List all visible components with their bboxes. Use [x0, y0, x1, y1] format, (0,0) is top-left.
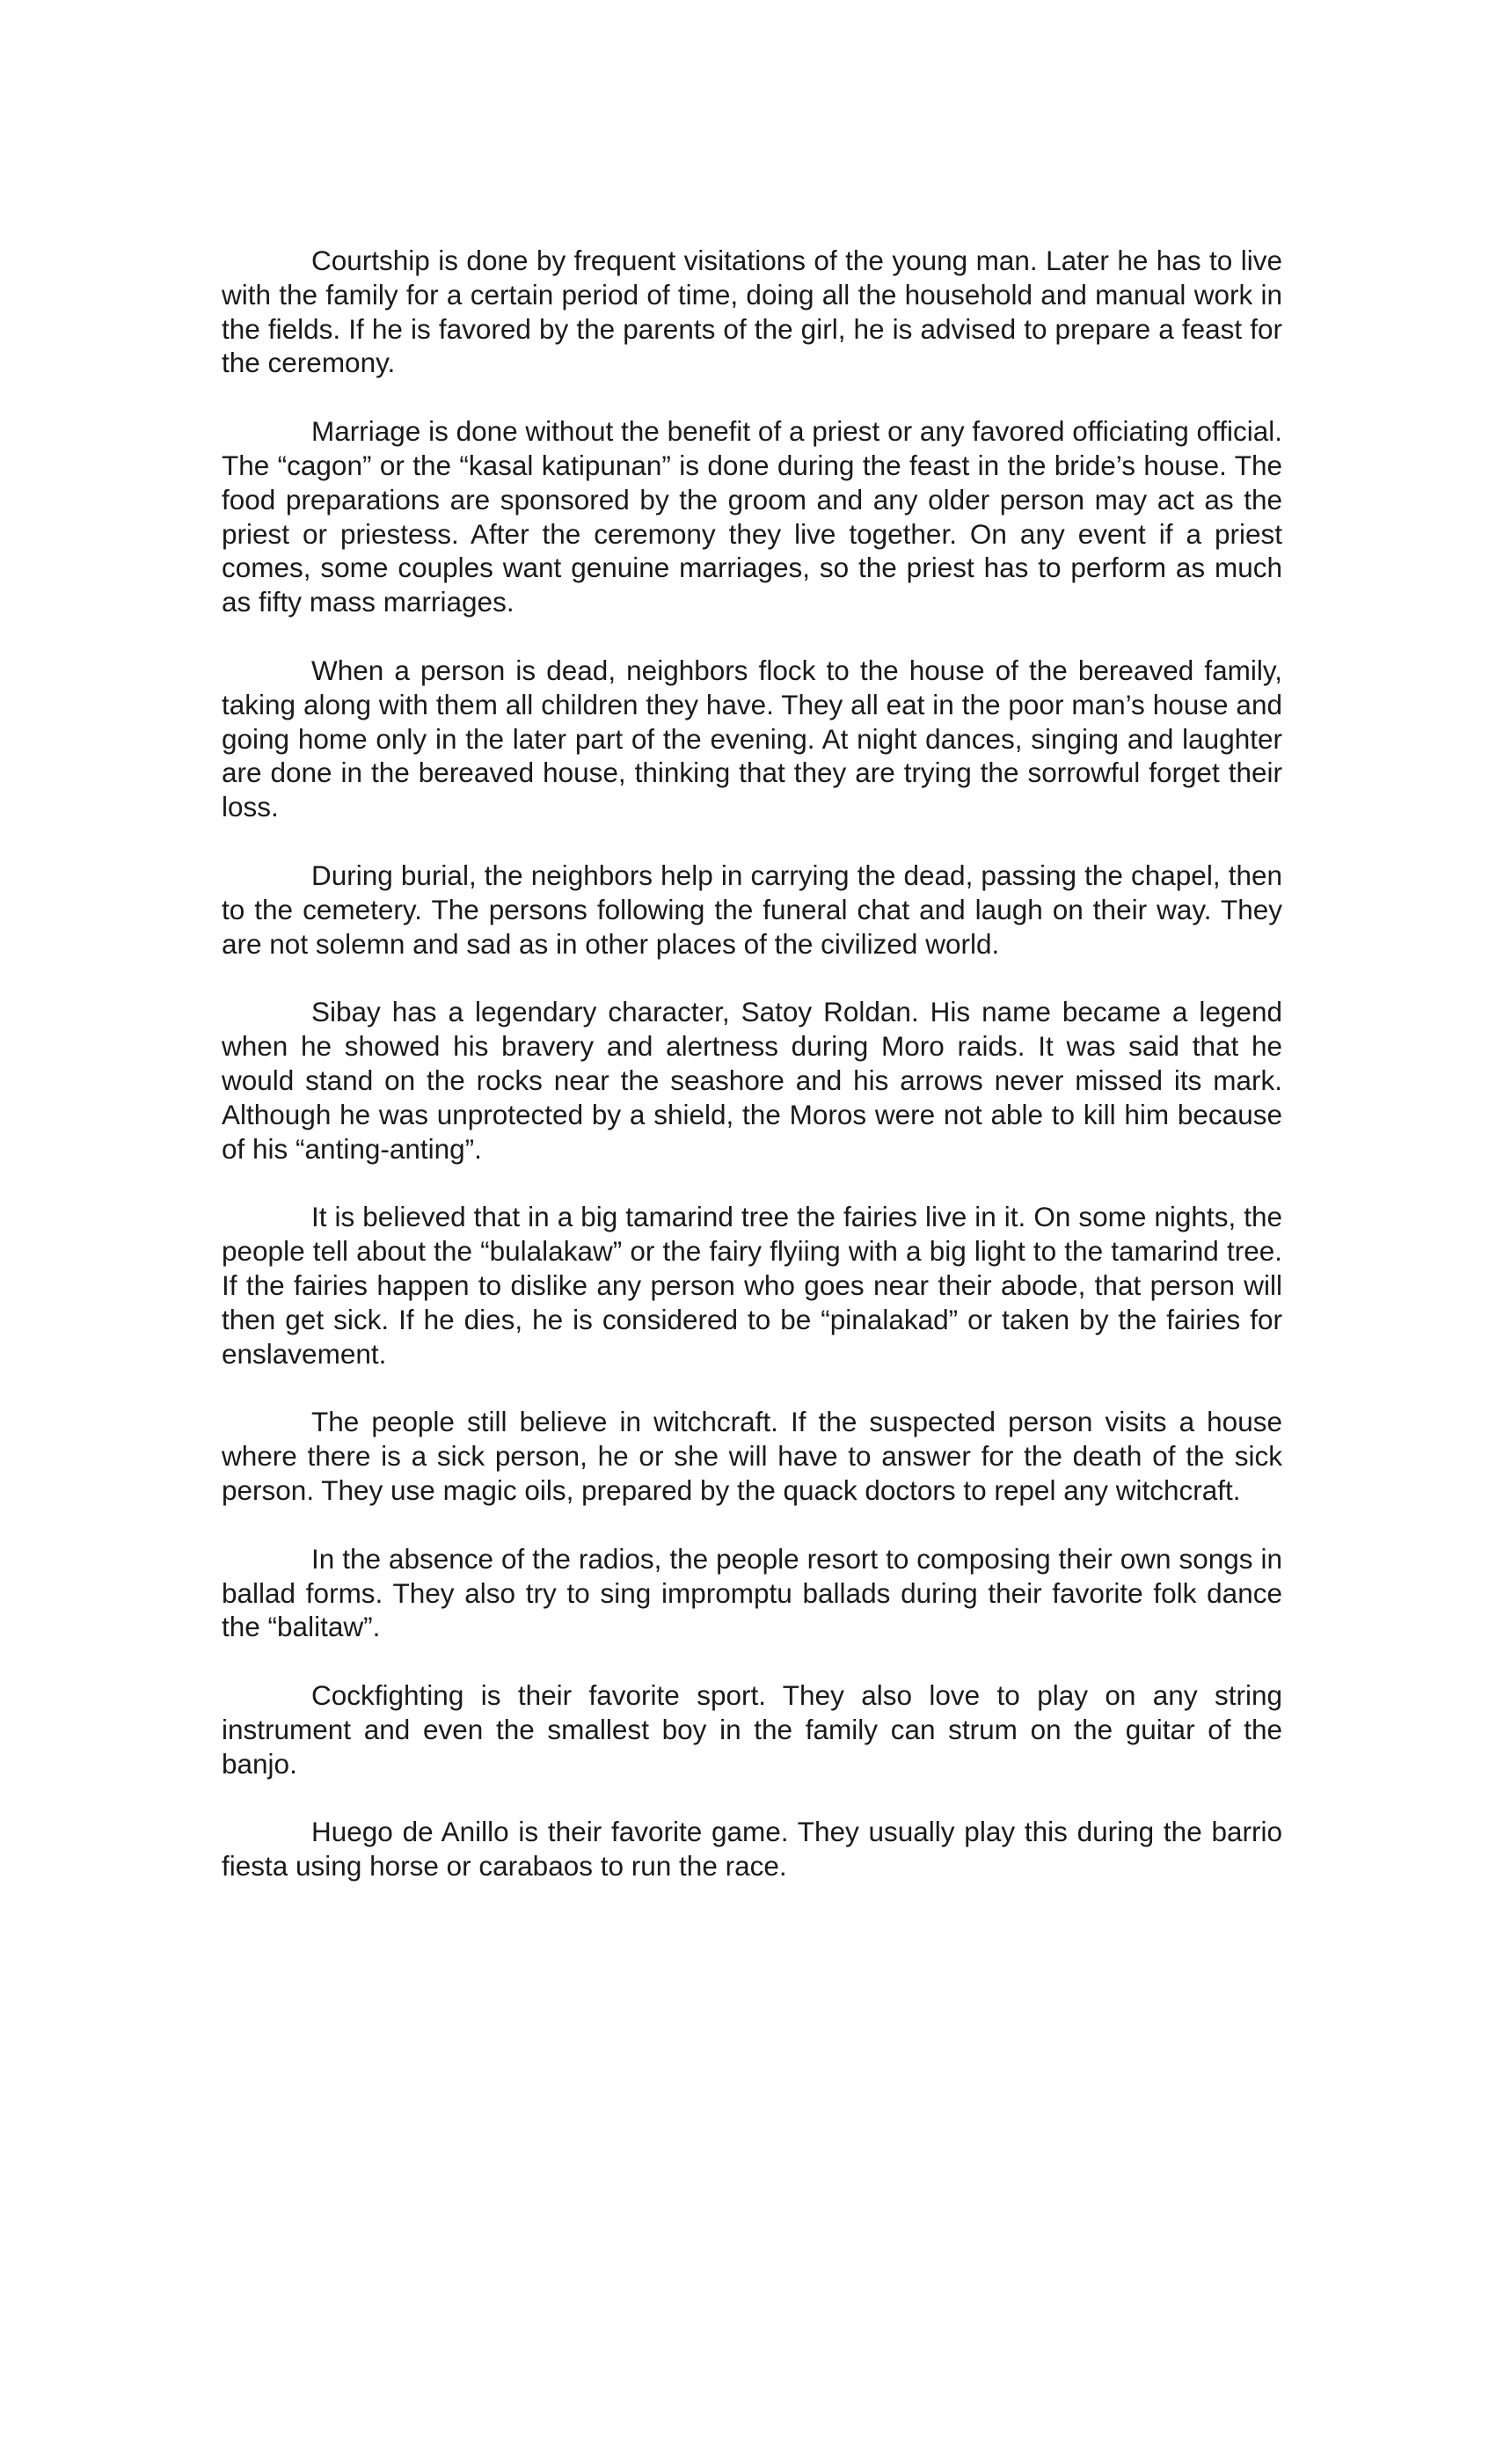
paragraph-huego-de-anillo: Huego de Anillo is their favorite game. They usually play this during the barrio fiesta using horse or carabaos to run the race.	[222, 1816, 1282, 1883]
paragraph-burial: During burial, the neighbors help in carrying the dead, passing the chapel, then to the cemetery. The persons following the funeral chat and laugh on their way. They are not solemn and sad as in other places of the civilized world.	[222, 859, 1282, 960]
paragraph-ballads: In the absence of the radios, the people resort to composing their own songs in ballad forms. They also try to sing impromptu ballads during their favorite folk dance the “balitaw”.	[222, 1542, 1282, 1643]
paragraph-courtship: Courtship is done by frequent visitations of the young man. Later he has to live with the family for a certain period of time, doing all the household and manual work in the fields. If he is favored by the parents of the girl, he is advised to prepare a feast for the ceremony.	[222, 245, 1282, 379]
paragraph-death: When a person is dead, neighbors flock to the house of the bereaved family, taking along with them all children they have. They all eat in the poor man’s house and going home only in the later part of the evening. At night dances, singing and laughter are done in the bereaved house, thinking that they are trying the sorrowful forget their loss.	[222, 654, 1282, 823]
document-page	[222, 244, 1282, 1918]
paragraph-legendary-character: Sibay has a legendary character, Satoy Roldan. His name became a legend when he showed his bravery and alertness during Moro raids. It was said that he would stand on the rocks near the seashore and his arrows never missed its mark. Although he was unprotected by a shield, the Moros were not able to kill him because of his “anting-anting”.	[222, 996, 1282, 1165]
paragraph-marriage: Marriage is done without the benefit of a priest or any favored officiating official. The “cagon” or the “kasal katipunan” is done during the feast in the bride’s house. The food preparations are sponsored by the groom and any older person may act as the priest or priestess. After the ceremony they live together. On any event if a priest comes, some couples want genuine marriages, so the priest has to perform as much as fifty mass marriages.	[222, 415, 1282, 618]
paragraph-witchcraft: The people still believe in witchcraft. If the suspected person visits a house where there is a sick person, he or she will have to answer for the death of the sick person. They use magic oils, prepared by the quack doctors to repel any witchcraft.	[222, 1406, 1282, 1506]
paragraph-cockfighting: Cockfighting is their favorite sport. They also love to play on any string instrument and even the smallest boy in the family can strum on the guitar of the banjo.	[222, 1679, 1282, 1780]
paragraph-fairies: It is believed that in a big tamarind tree the fairies live in it. On some nights, the people tell about the “bulalakaw” or the fairy flyiing with a big light to the tamarind tree. If the fairies happen to dislike any person who goes near their abode, that person will then get sick. If he dies, he is considered to be “pinalakad” or taken by the fairies for enslavement.	[222, 1201, 1282, 1370]
